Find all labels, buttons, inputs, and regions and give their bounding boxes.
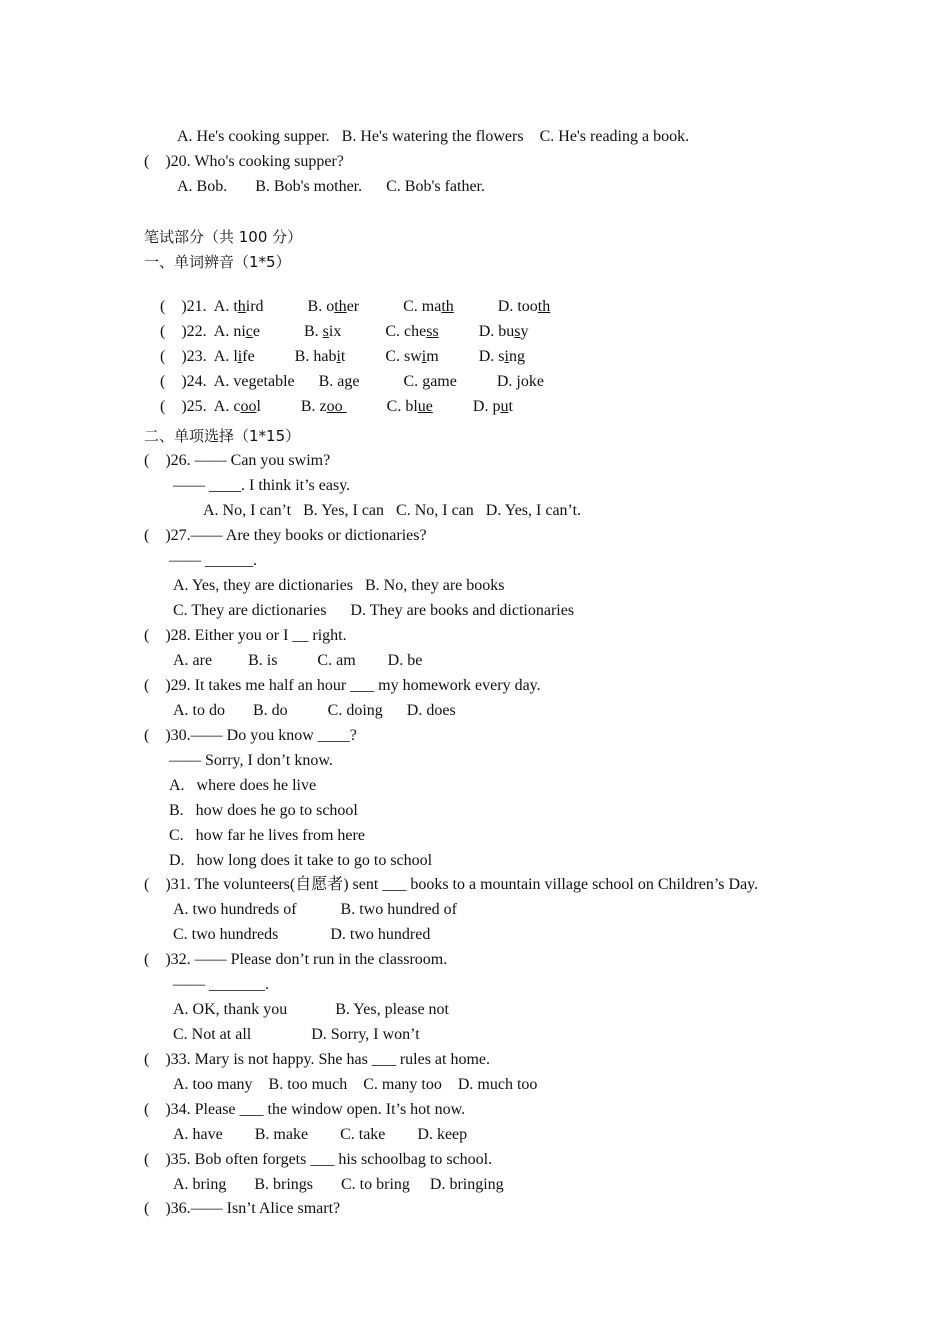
question-32: ( )32. —— Please don’t run in the classroom. — [144, 951, 448, 968]
question-24: ( )24. A. vegetable B. age C. game D. joke — [160, 373, 544, 390]
question-34: ( )34. Please ___ the window open. It’s hot now. — [144, 1101, 466, 1118]
question-25: ( )25. A. cool B. zoo C. blue D. put — [160, 398, 513, 415]
question-21: ( )21. A. third B. other C. math D. tooth — [160, 298, 551, 315]
question-30: ( )30.—— Do you know ____? — [144, 727, 357, 744]
question-31: ( )31. The volunteers(自愿者) sent ___ books to a mountain village school on Children’s Day. — [144, 876, 759, 893]
q20-options: A. Bob. B. Bob's mother. C. Bob's father. — [177, 178, 485, 195]
question-29: ( )29. It takes me half an hour ___ my homework every day. — [144, 677, 541, 694]
section-1-title: 一、单词辨音（1*5） — [144, 253, 291, 271]
question-22: ( )22. A. nice B. six C. chess D. busy — [160, 323, 529, 340]
written-section-title: 笔试部分（共 100 分） — [144, 228, 303, 246]
q28-options: A. are B. is C. am D. be — [173, 652, 423, 669]
question-33: ( )33. Mary is not happy. She has ___ rules at home. — [144, 1051, 491, 1068]
q27-options-2: C. They are dictionaries D. They are books and dictionaries — [173, 602, 575, 619]
q35-options: A. bring B. brings C. to bring D. bringing — [173, 1176, 504, 1193]
question-26: ( )26. —— Can you swim? — [144, 452, 331, 469]
question-23: ( )23. A. life B. habit C. swim D. sing — [160, 348, 525, 365]
q27-options-1: A. Yes, they are dictionaries B. No, they are books — [173, 577, 505, 594]
q30-option-c: C. how far he lives from here — [169, 827, 365, 844]
question-36: ( )36.—— Isn’t Alice smart? — [144, 1200, 341, 1217]
question-27: ( )27.—— Are they books or dictionaries? — [144, 527, 427, 544]
q30-option-b: B. how does he go to school — [169, 802, 358, 819]
q27-reply: —— ______. — [169, 552, 257, 569]
question-35: ( )35. Bob often forgets ___ his schoolbag to school. — [144, 1151, 493, 1168]
question-20: ( )20. Who's cooking supper? — [144, 153, 344, 170]
q34-options: A. have B. make C. take D. keep — [173, 1126, 468, 1143]
q26-options: A. No, I can’t B. Yes, I can C. No, I can D. Yes, I can’t. — [203, 502, 582, 519]
q30-option-a: A. where does he live — [169, 777, 317, 794]
q31-options-2: C. two hundreds D. two hundred — [173, 926, 431, 943]
q32-options-2: C. Not at all D. Sorry, I won’t — [173, 1026, 420, 1043]
q32-reply: —— _______. — [173, 976, 269, 993]
q33-options: A. too many B. too much C. many too D. much too — [173, 1076, 538, 1093]
q26-reply: —— ____. I think it’s easy. — [173, 477, 351, 494]
q29-options: A. to do B. do C. doing D. does — [173, 702, 456, 719]
q30-reply: —— Sorry, I don’t know. — [169, 752, 333, 769]
section-2-title: 二、单项选择（1*15） — [144, 427, 301, 445]
q30-option-d: D. how long does it take to go to school — [169, 852, 433, 869]
q32-options-1: A. OK, thank you B. Yes, please not — [173, 1001, 449, 1018]
q31-options-1: A. two hundreds of B. two hundred of — [173, 901, 457, 918]
question-28: ( )28. Either you or I __ right. — [144, 627, 347, 644]
q19-options: A. He's cooking supper. B. He's watering the flowers C. He's reading a book. — [177, 128, 690, 145]
